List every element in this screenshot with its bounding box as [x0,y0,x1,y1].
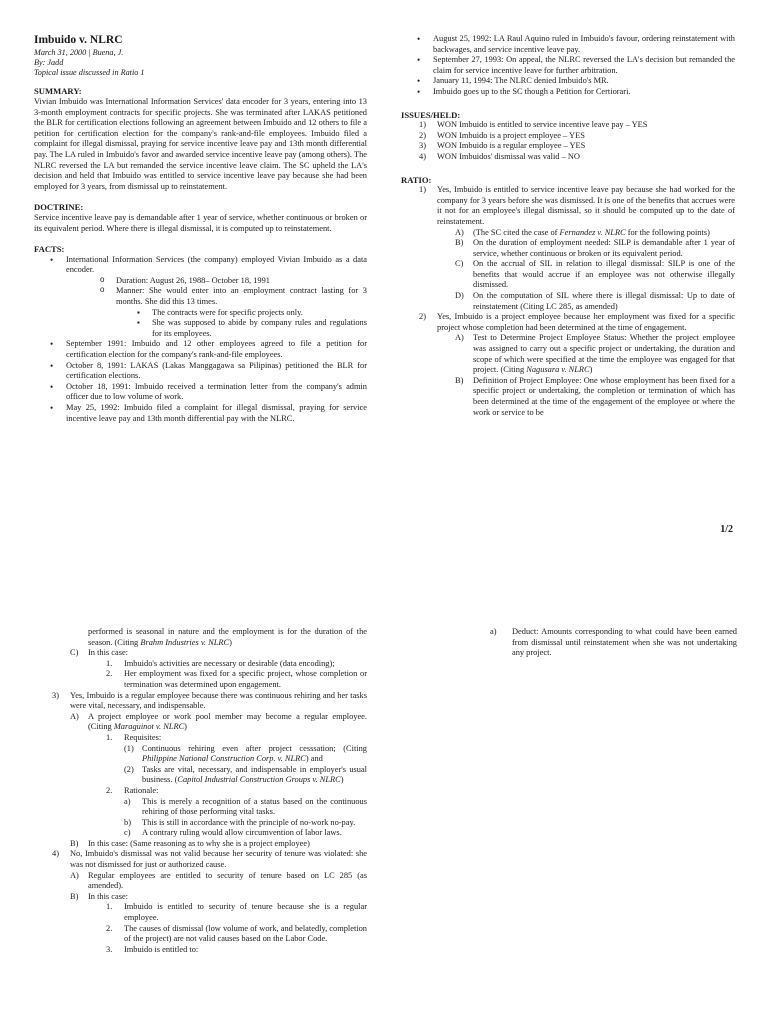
item-text: This is merely a recognition of a status based on the continuous rehiring of those performing vital tasks. [142,796,367,817]
doctrine-heading: DOCTRINE: [34,202,84,213]
item-text: Deduct: Amounts corresponding to what could have been earned from dismissal until reinstatement when she was not undertaking any project. [512,627,737,658]
item-text: Tasks are vital, necessary, and indispensable in employer's usual business. ( [142,764,367,785]
numbered-item [34,786,367,797]
ratio-sub-text-end: ) [184,722,187,732]
timeline-list [401,34,735,98]
ratio-text: Yes, Imbuido is a regular employee because there was continuous rehiring and her tasks were vital, necessary, and indispensable. [70,690,367,711]
issue-text: WON Imbuido is entitled to service incentive leave pay – YES [437,120,648,130]
issue-text: WON Imbuido is a project employee – YES [437,130,585,140]
case-citation: Nagusara v. NLRC [526,365,590,375]
item-marker: 1. [106,658,113,668]
item-marker: a) [490,627,497,636]
ratio-number: 1) [419,185,426,195]
ratio-sub-text: On the accrual of SIL in relation to illegal dismissal: SILP is one of the benefits that would accrue if an employee was not otherwise illegally dismissed. [473,259,735,290]
numbered-item [34,669,367,690]
ratio-sub-text: Test to Determine Project Employee Status: Whether the project employee was assigned to carry out a specific project or undertaking, the duration and scope of which were specified at the time the employee was engaged for that project. (Citing [473,333,735,375]
timeline-item: • August 25, 1992: LA Raul Aquino ruled in Imbuido's favour, ordering reinstatement with backwages, and service incentive leave pay. [401,34,735,55]
case-citation: Philippine National Construction Corp. v. NLRC [142,754,306,764]
document-page-2 [0,612,768,1024]
page2-right-column [490,627,737,659]
facts-list [34,255,367,425]
item-text: Imbuido is entitled to: [124,944,199,954]
case-citation: Fernandez v. NLRC [559,227,626,237]
numbered-item [34,733,367,744]
fact-subitem: o Duration: August 26, 1988– October 18, 1991 [98,276,367,287]
ratio-number: 3) [52,690,59,700]
ratio-subitem [34,648,367,659]
ratio-sub-text: In this case: (Same reasoning as to why she is a project employee) [88,838,310,848]
fact-sublist [98,276,367,340]
item-text: Continuous rehiring even after project cesssation; (Citing [142,743,367,753]
ratio-sub-marker: A) [70,870,79,880]
summary-heading: SUMMARY: [34,86,82,97]
ratio-subitem [401,259,735,291]
ratio-heading: RATIO: [401,174,432,185]
item-text: Requisites: [124,732,162,742]
fact-item: • May 25, 1992: Imbuido filed a complaint for illegal dismissal, praying for service incentive leave pay and 13th month differential pay with the NLRC. [34,403,367,424]
fact-subsubitem: ▪ The contracts were for specific projects only. [134,308,367,319]
case-citation: Brahm Industries v. NLRC [140,637,230,647]
fact-subsublist [134,308,367,340]
issue-text: WON Imbuido is a regular employee – YES [437,141,586,151]
item-marker: (2) [124,764,134,774]
ratio-sub-text-end: for the following points) [625,227,710,237]
ratio-sub-marker: D) [455,291,464,301]
doctrine-text: Service incentive leave pay is demandable after 1 year of service, whether continuous or broken or its equivalent period. Where there is illegal dismissal, it is computed up to reinstatement. [34,212,367,233]
rationale-item [34,828,367,839]
item-marker: 2. [106,669,113,679]
item-text: Imbuido is entitled to security of tenure because she is a regular employee. [124,902,367,923]
fact-item: • October 8, 1991: LAKAS (Lakas Manggagawa sa Pilipinas) petitioned the BLR for certification elections. [34,361,367,382]
item-marker: b) [124,817,131,827]
issues-list [401,120,735,162]
ratio-sub-text: Regular employees are entitled to security of tenure based on LC 285 (as amended). [88,870,367,891]
ratio-sub-marker: C) [70,648,79,658]
fact-subitem [98,286,367,339]
fact-item: • October 18, 1991: Imbuido received a termination letter from the company's admin officer due to low volume of work. [34,382,367,403]
ratio-number: 4) [52,849,59,859]
numbered-item [34,902,367,923]
issue-number: 4) [419,151,426,161]
case-meta-date: March 31, 2000 | Buena, J. [34,48,124,57]
page1-left-column [34,34,367,424]
issue-item [401,131,735,142]
ratio-sub-marker: B) [455,375,464,385]
continuation-end: ) [229,637,232,647]
issue-number: 1) [419,120,426,130]
ratio-sub-text-end: ) [589,365,593,375]
rationale-item [34,818,367,829]
issue-number: 2) [419,130,426,140]
ratio-subitem [34,712,367,733]
fact-text: International Information Services (the company) employed Vivian Imbuido as a data encoder. [66,254,367,275]
timeline-item: • September 27, 1993: On appeal, the NLRC reversed the LA's decision but remanded the claim for service incentive leave for further arbitration. [401,55,735,76]
fact-subitem-text: Manner: She would enter into an employment contract lasting for 3 months. She did this 13 times. [116,286,367,307]
facts-heading: FACTS: [34,244,65,255]
ratio-sub-text: Definition of Project Employee: One whose employment has been fixed for a specific project or undertaking, the completion or termination of which has been determined at the time of the engagement of the employee or where the work or service to be [473,375,735,417]
item-marker: 2. [106,785,113,795]
ratio-subitem [401,238,735,259]
ratio-sub-marker: C) [455,259,464,269]
ratio-text: Yes, Imbuido is entitled to service incentive leave pay because she had worked for the company for 3 years before she was dismissed. It is one of the benefits that accrues were it not for an employee's illegal dismissal, so it should be computed up to the date of reinstatement. [437,185,735,226]
ratio-sub-text: On the computation of SIL where there is illegal dismissal: Up to date of reinstatement (Citing LC 285, as amended) [473,291,735,311]
numbered-item [34,945,367,956]
issues-heading: ISSUES/HELD: [401,109,461,120]
ratio-sub-marker: A) [455,227,464,237]
ratio-text: Yes, Imbuido is a project employee because her employment was fixed for a specific project whose completion had been determined at the time of engagement. [437,312,735,332]
item-marker: 1. [106,732,113,742]
item-marker: a) [124,796,131,806]
ratio-sub-text: A project employee or work pool member may become a regular employee. (Citing [88,711,367,732]
ratio-sub-text: On the duration of employment needed: SILP is demandable after 1 year of service, whether continuous or broken or its equivalent period. [473,238,735,258]
summary-text: Vivian Imbuido was International Information Services' data encoder for 3 years, entering into 13 3-month employment contracts for specific projects. She was terminated after LAKAS petitioned the BLR for certification elections following an agreement between Imbuido and 12 others to file a petition for certification election for the company's rank-and-file employees. Imbuido filed a complaint for illegal dismissal, praying for service incentive leave pay and 13th month differential pay. The LA ruled in Imbuido's favor and awarded service incentive leave pay (among others). The NLRC reversed the LA but remanded the service incentive leave claim. The SC upheld the LA's decision and held that Imbuido was entitled to service incentive leave pay because she had been employed for 3 years, from dismissal up to reinstatement. [34,96,367,191]
fact-item: • September 1991: Imbuido and 12 other employees agreed to file a petition for certification election for the company's rank-and-file employees. [34,339,367,360]
ratio-item-3 [34,691,367,712]
issue-item [401,152,735,163]
item-text-end: ) [340,775,344,785]
numbered-item [34,924,367,945]
item-text: Her employment was fixed for a specific project, whose completion or termination was determined upon engagement. [124,669,367,689]
ratio-subitem [401,376,735,418]
item-marker: 3. [106,944,113,954]
ratio-sub-marker: B) [70,891,79,901]
ratio-text: No, Imbuido's dismissal was not valid because her security of tenure was violated: she was not dismissed for just or authorized cause. [70,849,367,870]
timeline-item: • January 11, 1994: The NLRC denied Imbuido's MR. [401,76,735,87]
ratio-sub-marker: B) [455,238,464,248]
ratio-sub-text: In this case: [88,648,129,658]
continuation-body: performed is seasonal in nature and the employment is for the duration of the season. (Citing [88,627,367,647]
ratio-sub-marker: A) [70,711,79,721]
issue-number: 3) [419,141,426,151]
issue-item [401,141,735,152]
item-marker: (1) [124,743,134,753]
item-marker: 1. [106,902,113,912]
case-citation: Capitol Industrial Construction Groups v. NLRC [177,775,341,785]
issue-item [401,120,735,131]
item-text: This is still in accordance with the principle of no-work no-pay. [142,817,356,827]
deduction-item [490,627,737,659]
item-marker: 2. [106,923,113,933]
item-text: A contrary ruling would allow circumvention of labor laws. [142,828,342,838]
item-text: Imbuido's activities are necessary or desirable (data encoding); [124,658,335,668]
case-meta-topic: Topical issue discussed in Ratio 1 [34,67,145,77]
fact-subsubitem: ▪ She was supposed to abide by company rules and regulations for its employees. [134,318,367,339]
fact-item [34,255,367,340]
ratio-item-2 [401,312,735,333]
requisite-item [34,765,367,786]
rationale-item [34,797,367,818]
page2-left-column [34,627,367,955]
ratio-sub-text: In this case: [88,891,129,901]
ratio-subitem [401,228,735,239]
ratio-subitem [34,871,367,892]
ratio-item-1 [401,185,735,227]
item-text: The causes of dismissal (low volume of work, and belatedly, completion of the project) are not valid causes based on the Labor Code. [124,923,367,944]
ratio-subitem [401,333,735,375]
ratio-sub-marker: A) [455,333,464,343]
continuation-text [34,627,367,648]
item-text-end: ) and [305,754,323,764]
case-title: Imbuido v. NLRC [34,34,123,46]
page1-right-column [401,34,735,418]
page-gap [0,540,768,612]
ratio-number: 2) [419,312,426,322]
case-citation: Maraguinot v. NLRC [113,722,185,732]
ratio-sub-marker: B) [70,838,79,848]
item-text: Rationale: [124,785,159,795]
numbered-item [34,659,367,670]
ratio-item-4 [34,849,367,870]
ratio-subitem [34,892,367,903]
timeline-item: • Imbuido goes up to the SC though a Petition for Certiorari. [401,87,735,98]
item-marker: c) [124,828,131,838]
requisite-item [34,744,367,765]
ratio-subitem [401,291,735,312]
issue-text: WON Imbuidos' dismissal was valid – NO [437,151,580,161]
page-number: 1/2 [720,524,733,535]
ratio-sub-text: (The SC cited the case of [473,227,560,237]
case-meta-author: By: Jadd [34,57,64,67]
ratio-subitem [34,839,367,850]
